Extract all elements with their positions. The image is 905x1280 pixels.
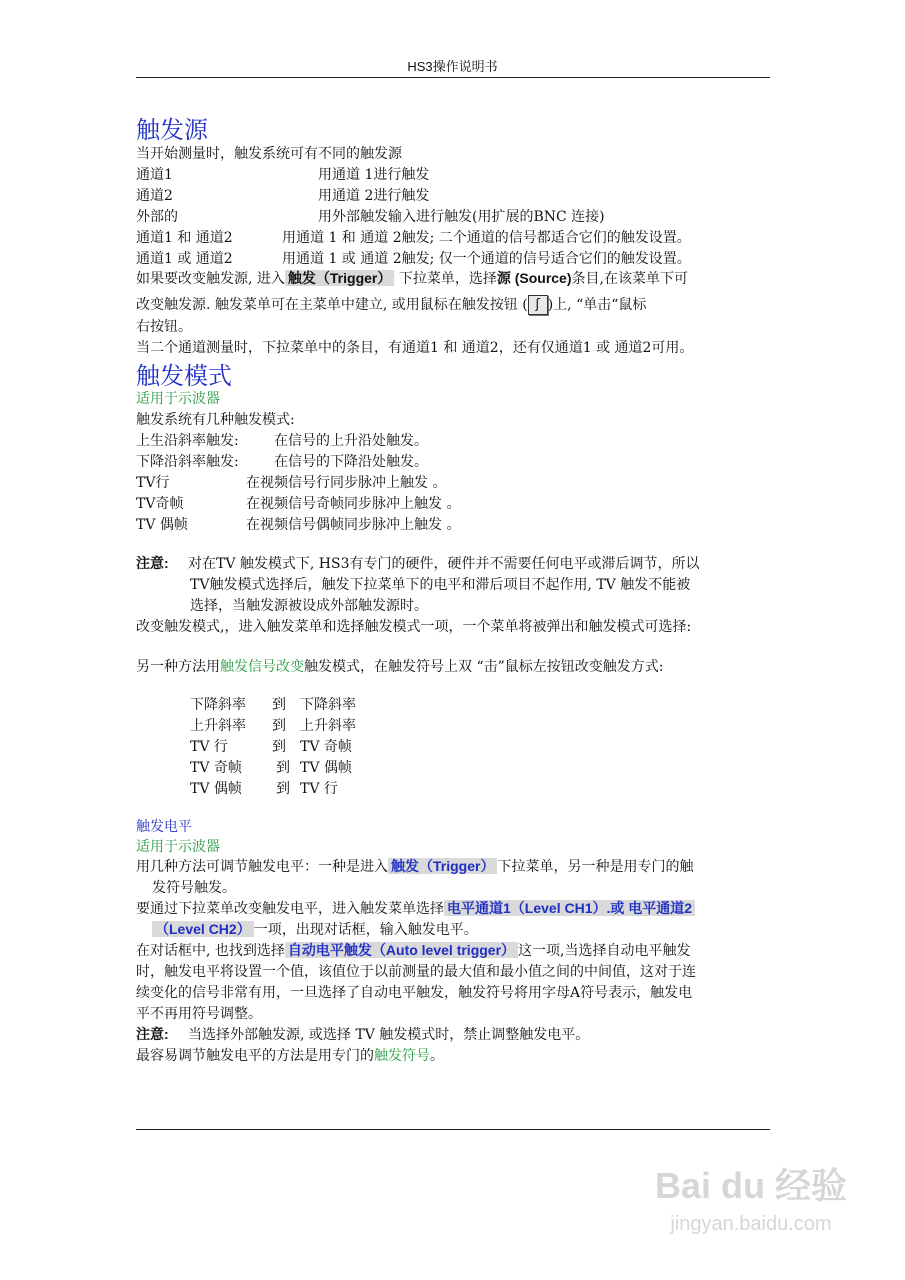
section-title-trigger-level: 触发电平	[136, 819, 192, 835]
transition-to: 上升斜率	[300, 718, 356, 734]
trigger-edge-icon: ʃ	[528, 295, 548, 315]
mode-key: TV奇帧	[136, 496, 184, 512]
note-label: 注意:	[136, 555, 169, 571]
mode-key: 上生沿斜率触发:	[136, 433, 239, 449]
sec1-intro: 当开始测量时，触发系统可有不同的触发源	[136, 146, 402, 162]
note-line1: 对在TV 触发模式下, HS3有专门的硬件，硬件并不需要任何电平或滞后调节，所以	[188, 556, 700, 572]
sec3-note: 当选择外部触发源, 或选择 TV 触发模式时，禁止调整触发电平。	[188, 1027, 590, 1043]
level-channel-menu-reference: 电平通道1（Level CH1）.或 电平通道2	[444, 900, 695, 916]
sec3-p3-line2: 时，触发电平将设置一个值，该值位于以前测量的最大值和最小值之间的中间值，这对于连	[136, 964, 696, 980]
sec3-p3-line1	[136, 940, 691, 960]
sec1-row-value: 用外部触发输入进行触发(用扩展的BNC 连接)	[318, 209, 605, 225]
sec3-subtitle: 适用于示波器	[136, 839, 220, 855]
sec1-paragraph-2: 当二个通道测量时，下拉菜单中的条目，有通道1 和 通道2，还有仅通道1 或 通道2可用。	[136, 340, 694, 356]
footer-rule	[136, 1129, 770, 1130]
text: 改变触发源. 触发菜单可在主菜单中建立, 或用鼠标在触发按钮 (	[136, 297, 528, 313]
sec2-intro: 触发系统有几种触发模式:	[136, 412, 295, 428]
watermark-logo: Bai du 经验	[654, 1165, 847, 1206]
transition-word: 到	[272, 697, 286, 713]
sec1-paragraph-line1	[136, 268, 688, 288]
sec1-row-value: 用通道 2进行触发	[318, 188, 430, 204]
baidu-watermark	[655, 1158, 847, 1236]
transition-from: TV 偶帧	[190, 781, 242, 797]
transition-to: TV 奇帧	[300, 739, 352, 755]
mode-key: TV行	[136, 475, 170, 491]
sec1-paragraph-line2	[136, 294, 646, 315]
sec3-p3-line3: 续变化的信号非常有用，一旦选择了自动电平触发，触发符号将用字母A符号表示，触发电	[136, 985, 693, 1001]
trigger-symbol-link[interactable]: 触发符号	[374, 1048, 430, 1064]
text: 如果要改变触发源, 进入	[136, 271, 285, 287]
sec1-row-value: 用通道 1进行触发	[318, 167, 430, 183]
note-label: 注意:	[136, 1026, 169, 1042]
text: 最容易调节触发电平的方法是用专门的	[136, 1048, 374, 1064]
transition-from: TV 奇帧	[190, 760, 242, 776]
text: 另一种方法用	[136, 659, 220, 675]
note-line3: 选择，当触发源被设成外部触发源时。	[190, 598, 428, 614]
other-method-text	[136, 656, 663, 676]
transition-from: 上升斜率	[190, 718, 246, 734]
sec1-row-key: 外部的	[136, 209, 178, 225]
transition-to: 下降斜率	[300, 697, 356, 713]
text: 下拉菜单，选择	[394, 271, 497, 287]
sec1-row-key: 通道2	[136, 188, 173, 204]
header-rule	[136, 77, 770, 78]
transition-to: TV 行	[300, 781, 338, 797]
mode-value: 在信号的上升沿处触发。	[274, 433, 428, 449]
sec3-p2-line1	[136, 898, 695, 918]
sec1-row-key: 通道1	[136, 167, 173, 183]
section-title-trigger-source: 触发源	[136, 116, 208, 144]
page-header: HS3操作说明书	[407, 59, 498, 74]
change-mode-text: 改变触发模式,，进入触发菜单和选择触发模式一项，一个菜单将被弹出和触发模式可选择:	[136, 619, 692, 635]
text: 一项，出现对话框，输入触发电平。	[253, 922, 478, 938]
transition-from: 下降斜率	[190, 697, 246, 713]
transition-word: 到	[272, 718, 286, 734]
mode-value: 在视频信号奇帧同步脉冲上触发 。	[246, 496, 461, 512]
text: 条目,在该菜单下可	[571, 271, 688, 287]
text: 触发模式，在触发符号上双 “击”鼠标左按钮改变触发方式:	[304, 659, 664, 675]
sec3-p2-line2	[152, 919, 478, 939]
mode-value: 在视频信号偶帧同步脉冲上触发 。	[246, 517, 461, 533]
watermark-url: jingyan.baidu.com	[670, 1213, 832, 1235]
level-ch2-reference: （Level CH2）	[152, 921, 254, 937]
sec1-row-value: 用通道 1 或 通道 2触发; 仅一个通道的信号适合它们的触发设置。	[282, 251, 691, 267]
note-line2: TV触发模式选择后，触发下拉菜单下的电平和滞后项目不起作用, TV 触发不能被	[190, 577, 691, 593]
sec3-p1-line2: 发符号触发。	[152, 880, 236, 896]
text: 下拉菜单，另一种是用专门的触	[497, 859, 694, 875]
mode-key: TV 偶帧	[136, 517, 188, 533]
sec3-last-line	[136, 1045, 444, 1065]
transition-from: TV 行	[190, 739, 228, 755]
transition-word: 到	[276, 781, 290, 797]
auto-level-trigger-reference: 自动电平触发（Auto level trigger）	[285, 942, 518, 958]
text: )上, “单击“鼠标	[547, 297, 647, 313]
sec1-paragraph-line3: 右按钮。	[136, 319, 192, 335]
mode-value: 在信号的下降沿处触发。	[274, 454, 428, 470]
transition-word: 到	[272, 739, 286, 755]
section-title-trigger-mode: 触发模式	[136, 362, 232, 390]
sec3-p3-line4: 平不再用符号调整。	[136, 1006, 262, 1022]
trigger-menu-reference: 触发（Trigger）	[285, 270, 394, 286]
trigger-menu-reference: 触发（Trigger）	[388, 858, 497, 874]
source-menu-reference: 源 (Source)	[496, 270, 572, 286]
text: 。	[430, 1048, 444, 1064]
sec3-p1-line1	[136, 856, 693, 876]
text: 这一项,当选择自动电平触发	[518, 943, 691, 959]
text: 用几种方法可调节触发电平：一种是进入	[136, 859, 388, 875]
text: 要通过下拉菜单改变触发电平，进入触发菜单选择	[136, 901, 444, 917]
text: 在对话框中, 也找到选择	[136, 943, 285, 959]
sec1-row-key: 通道1 和 通道2	[136, 230, 233, 246]
transition-word: 到	[276, 760, 290, 776]
transition-to: TV 偶帧	[300, 760, 352, 776]
sec2-subtitle: 适用于示波器	[136, 391, 220, 407]
mode-value: 在视频信号行同步脉冲上触发 。	[246, 475, 447, 491]
mode-key: 下降沿斜率触发:	[136, 454, 239, 470]
sec1-row-value: 用通道 1 和 通道 2触发; 二个通道的信号都适合它们的触发设置。	[282, 230, 691, 246]
trigger-signal-link[interactable]: 触发信号改变	[220, 659, 304, 675]
sec1-row-key: 通道1 或 通道2	[136, 251, 233, 267]
